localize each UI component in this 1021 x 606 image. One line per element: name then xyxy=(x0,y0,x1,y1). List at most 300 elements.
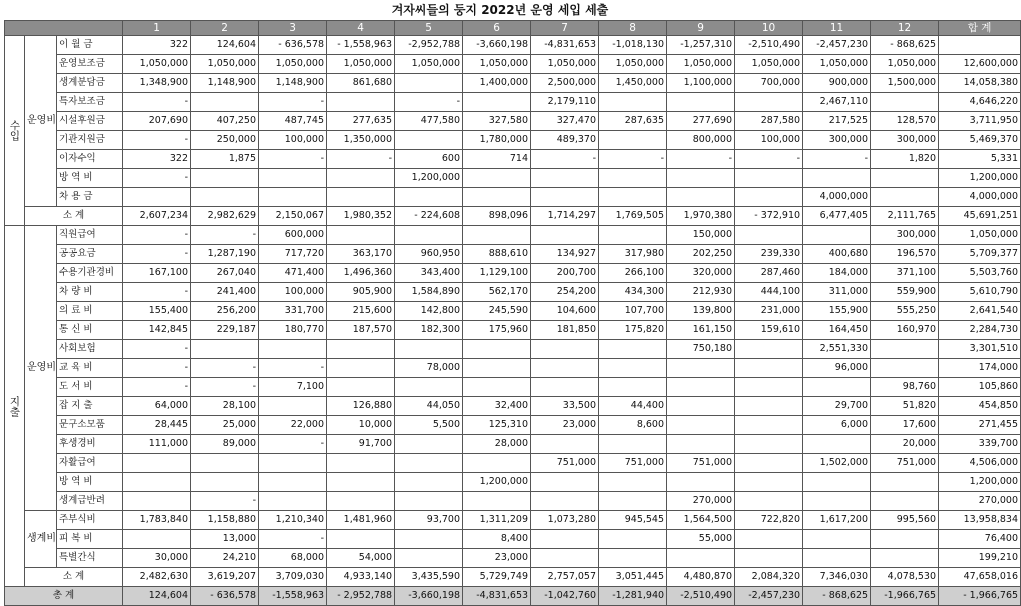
amount-cell: 1,129,100 xyxy=(463,264,531,283)
amount-cell: -2,952,788 xyxy=(395,36,463,55)
amount-cell: 898,096 xyxy=(463,207,531,226)
amount-cell xyxy=(735,530,803,549)
row-total-cell: 4,506,000 xyxy=(939,454,1021,473)
amount-cell xyxy=(123,473,191,492)
row-label: 생계분담금 xyxy=(57,74,123,93)
amount-cell: 800,000 xyxy=(667,131,735,150)
total-header: 합 계 xyxy=(939,21,1021,36)
amount-cell xyxy=(395,74,463,93)
amount-cell: 1,820 xyxy=(871,150,939,169)
amount-cell: 155,900 xyxy=(803,302,871,321)
row-label: 특별간식 xyxy=(57,549,123,568)
amount-cell: 167,100 xyxy=(123,264,191,283)
amount-cell xyxy=(327,93,395,112)
amount-cell: 13,000 xyxy=(191,530,259,549)
subtotal-label: 소 계 xyxy=(25,568,123,587)
amount-cell: - xyxy=(123,378,191,397)
row-label: 의 료 비 xyxy=(57,302,123,321)
row-label: 피 복 비 xyxy=(57,530,123,549)
amount-cell: 126,880 xyxy=(327,397,395,416)
ledger-table xyxy=(4,20,1021,606)
table-row xyxy=(5,378,1021,397)
amount-cell: - 868,625 xyxy=(871,36,939,55)
amount-cell xyxy=(191,454,259,473)
amount-cell: 1,617,200 xyxy=(803,511,871,530)
amount-cell: 134,927 xyxy=(531,245,599,264)
amount-cell: - xyxy=(259,530,327,549)
amount-cell xyxy=(395,226,463,245)
amount-cell: 4,480,870 xyxy=(667,568,735,587)
row-label: 생계급반려 xyxy=(57,492,123,511)
amount-cell: 1,073,280 xyxy=(531,511,599,530)
amount-cell xyxy=(735,435,803,454)
amount-cell xyxy=(735,188,803,207)
amount-cell: 1,311,209 xyxy=(463,511,531,530)
month-header: 5 xyxy=(395,21,463,36)
amount-cell: 181,850 xyxy=(531,321,599,340)
table-row xyxy=(5,36,1021,55)
amount-cell: 1,769,505 xyxy=(599,207,667,226)
amount-cell: 2,500,000 xyxy=(531,74,599,93)
amount-cell: 7,100 xyxy=(259,378,327,397)
amount-cell: -1,042,760 xyxy=(531,587,599,606)
amount-cell: 150,000 xyxy=(667,226,735,245)
amount-cell xyxy=(803,492,871,511)
table-row xyxy=(5,245,1021,264)
amount-cell: 995,560 xyxy=(871,511,939,530)
amount-cell xyxy=(259,473,327,492)
amount-cell: - 868,625 xyxy=(803,587,871,606)
amount-cell xyxy=(327,188,395,207)
amount-cell xyxy=(871,473,939,492)
amount-cell: 256,200 xyxy=(191,302,259,321)
amount-cell: 2,982,629 xyxy=(191,207,259,226)
amount-cell: - xyxy=(123,340,191,359)
amount-cell: 231,000 xyxy=(735,302,803,321)
amount-cell xyxy=(327,454,395,473)
amount-cell: -1,966,765 xyxy=(871,587,939,606)
amount-cell: - xyxy=(531,150,599,169)
amount-cell xyxy=(327,169,395,188)
amount-cell xyxy=(667,397,735,416)
amount-cell: - xyxy=(327,150,395,169)
amount-cell: 3,619,207 xyxy=(191,568,259,587)
amount-cell: -2,510,490 xyxy=(667,587,735,606)
amount-cell: 266,100 xyxy=(599,264,667,283)
row-label: 시설후원금 xyxy=(57,112,123,131)
row-total-cell: 3,301,510 xyxy=(939,340,1021,359)
amount-cell xyxy=(871,359,939,378)
row-label: 문구소모품 xyxy=(57,416,123,435)
row-label: 도 서 비 xyxy=(57,378,123,397)
amount-cell: 1,200,000 xyxy=(463,473,531,492)
table-row xyxy=(5,473,1021,492)
amount-cell: 104,600 xyxy=(531,302,599,321)
grand-total-row xyxy=(5,587,1021,606)
table-row xyxy=(5,321,1021,340)
amount-cell xyxy=(803,378,871,397)
amount-cell xyxy=(735,93,803,112)
amount-cell: 164,450 xyxy=(803,321,871,340)
amount-cell: 78,000 xyxy=(395,359,463,378)
amount-cell xyxy=(191,473,259,492)
table-row xyxy=(5,55,1021,74)
amount-cell: 93,700 xyxy=(395,511,463,530)
amount-cell xyxy=(531,169,599,188)
amount-cell: - xyxy=(259,435,327,454)
expense-section-label: 지출 xyxy=(5,226,25,587)
row-total-cell: 5,469,370 xyxy=(939,131,1021,150)
subtotal-label: 소 계 xyxy=(25,207,123,226)
row-total-cell: 12,600,000 xyxy=(939,55,1021,74)
amount-cell: 311,000 xyxy=(803,283,871,302)
amount-cell: 207,690 xyxy=(123,112,191,131)
amount-cell: 750,180 xyxy=(667,340,735,359)
row-total-cell: 14,058,380 xyxy=(939,74,1021,93)
row-label: 방 역 비 xyxy=(57,169,123,188)
amount-cell: - xyxy=(599,150,667,169)
table-row xyxy=(5,150,1021,169)
amount-cell: 1,970,380 xyxy=(667,207,735,226)
row-total-cell: 4,000,000 xyxy=(939,188,1021,207)
amount-cell: 202,250 xyxy=(667,245,735,264)
row-label: 차 량 비 xyxy=(57,283,123,302)
amount-cell: 155,400 xyxy=(123,302,191,321)
amount-cell: - 636,578 xyxy=(191,587,259,606)
amount-cell: 25,000 xyxy=(191,416,259,435)
amount-cell: 270,000 xyxy=(667,492,735,511)
amount-cell: 10,000 xyxy=(327,416,395,435)
amount-cell: 320,000 xyxy=(667,264,735,283)
row-total-cell: 76,400 xyxy=(939,530,1021,549)
amount-cell: 300,000 xyxy=(871,226,939,245)
amount-cell: - xyxy=(667,150,735,169)
amount-cell xyxy=(259,188,327,207)
amount-cell: - xyxy=(191,359,259,378)
amount-cell: - xyxy=(123,359,191,378)
header-blank xyxy=(5,21,123,36)
amount-cell: 33,500 xyxy=(531,397,599,416)
amount-cell xyxy=(735,416,803,435)
amount-cell: 700,000 xyxy=(735,74,803,93)
row-label: 이자수익 xyxy=(57,150,123,169)
amount-cell xyxy=(259,492,327,511)
amount-cell: 47,658,016 xyxy=(939,568,1021,587)
income-group-label: 운영비 xyxy=(25,36,57,207)
amount-cell xyxy=(803,473,871,492)
amount-cell xyxy=(463,226,531,245)
amount-cell: - 1,966,765 xyxy=(939,587,1021,606)
amount-cell: - xyxy=(123,245,191,264)
amount-cell: 2,551,330 xyxy=(803,340,871,359)
amount-cell: 1,450,000 xyxy=(599,74,667,93)
table-row xyxy=(5,492,1021,511)
amount-cell: 1,564,500 xyxy=(667,511,735,530)
row-total-cell: 2,284,730 xyxy=(939,321,1021,340)
amount-cell xyxy=(531,340,599,359)
amount-cell xyxy=(463,340,531,359)
amount-cell: - xyxy=(259,93,327,112)
table-row xyxy=(5,511,1021,530)
amount-cell xyxy=(599,530,667,549)
amount-cell: 444,100 xyxy=(735,283,803,302)
amount-cell xyxy=(531,226,599,245)
amount-cell xyxy=(259,169,327,188)
table-row xyxy=(5,74,1021,93)
amount-cell xyxy=(599,188,667,207)
amount-cell xyxy=(191,188,259,207)
amount-cell: 23,000 xyxy=(463,549,531,568)
amount-cell: 1,050,000 xyxy=(531,55,599,74)
month-header: 1 xyxy=(123,21,191,36)
amount-cell xyxy=(599,359,667,378)
amount-cell: 4,000,000 xyxy=(803,188,871,207)
amount-cell xyxy=(667,378,735,397)
amount-cell: 22,000 xyxy=(259,416,327,435)
amount-cell: 241,400 xyxy=(191,283,259,302)
amount-cell xyxy=(667,549,735,568)
row-label: 잡 지 출 xyxy=(57,397,123,416)
amount-cell: 861,680 xyxy=(327,74,395,93)
amount-cell: 1,980,352 xyxy=(327,207,395,226)
amount-cell: 20,000 xyxy=(871,435,939,454)
amount-cell: - xyxy=(123,131,191,150)
amount-cell: 888,610 xyxy=(463,245,531,264)
amount-cell: 277,690 xyxy=(667,112,735,131)
amount-cell: 2,467,110 xyxy=(803,93,871,112)
row-total-cell: 3,711,950 xyxy=(939,112,1021,131)
amount-cell: 317,980 xyxy=(599,245,667,264)
amount-cell xyxy=(259,454,327,473)
amount-cell xyxy=(803,226,871,245)
amount-cell: 8,600 xyxy=(599,416,667,435)
row-total-cell: 5,709,377 xyxy=(939,245,1021,264)
amount-cell: 250,000 xyxy=(191,131,259,150)
amount-cell xyxy=(667,188,735,207)
amount-cell: 1,050,000 xyxy=(259,55,327,74)
expense-group1-label: 운영비 xyxy=(25,226,57,511)
amount-cell: 600 xyxy=(395,150,463,169)
amount-cell: 175,960 xyxy=(463,321,531,340)
month-header: 3 xyxy=(259,21,327,36)
amount-cell: 184,000 xyxy=(803,264,871,283)
amount-cell: - xyxy=(123,283,191,302)
amount-cell: 180,770 xyxy=(259,321,327,340)
amount-cell: 217,525 xyxy=(803,112,871,131)
amount-cell: 267,040 xyxy=(191,264,259,283)
amount-cell: 187,570 xyxy=(327,321,395,340)
amount-cell: -3,660,198 xyxy=(395,587,463,606)
amount-cell xyxy=(327,340,395,359)
amount-cell xyxy=(531,188,599,207)
amount-cell xyxy=(871,530,939,549)
expense-subtotal-row xyxy=(5,568,1021,587)
amount-cell: 159,610 xyxy=(735,321,803,340)
amount-cell: 751,000 xyxy=(599,454,667,473)
amount-cell xyxy=(599,131,667,150)
row-total-cell: 199,210 xyxy=(939,549,1021,568)
amount-cell: - xyxy=(191,226,259,245)
amount-cell: - xyxy=(803,150,871,169)
amount-cell: 111,000 xyxy=(123,435,191,454)
amount-cell: 300,000 xyxy=(803,131,871,150)
amount-cell: 717,720 xyxy=(259,245,327,264)
row-label: 운영보조금 xyxy=(57,55,123,74)
row-label: 기관지원금 xyxy=(57,131,123,150)
amount-cell xyxy=(327,492,395,511)
amount-cell xyxy=(395,454,463,473)
amount-cell xyxy=(191,169,259,188)
amount-cell xyxy=(735,226,803,245)
amount-cell xyxy=(463,359,531,378)
amount-cell: 55,000 xyxy=(667,530,735,549)
amount-cell: 1,050,000 xyxy=(191,55,259,74)
amount-cell: 559,900 xyxy=(871,283,939,302)
amount-cell xyxy=(871,549,939,568)
amount-cell: 1,050,000 xyxy=(463,55,531,74)
amount-cell: 160,970 xyxy=(871,321,939,340)
amount-cell: 32,400 xyxy=(463,397,531,416)
amount-cell: -1,558,963 xyxy=(259,587,327,606)
amount-cell: 1,875 xyxy=(191,150,259,169)
amount-cell: 182,300 xyxy=(395,321,463,340)
page-title: 겨자씨들의 둥지 2022년 운영 세입 세출 xyxy=(391,3,609,17)
amount-cell: 1,500,000 xyxy=(871,74,939,93)
amount-cell: 722,820 xyxy=(735,511,803,530)
amount-cell: 44,050 xyxy=(395,397,463,416)
amount-cell: 124,604 xyxy=(123,587,191,606)
amount-cell: - xyxy=(191,378,259,397)
amount-cell: 3,435,590 xyxy=(395,568,463,587)
amount-cell xyxy=(599,435,667,454)
amount-cell: 1,050,000 xyxy=(327,55,395,74)
amount-cell: 900,000 xyxy=(803,74,871,93)
amount-cell xyxy=(599,492,667,511)
amount-cell: 200,700 xyxy=(531,264,599,283)
amount-cell: 1,050,000 xyxy=(803,55,871,74)
amount-cell: 212,930 xyxy=(667,283,735,302)
table-row xyxy=(5,340,1021,359)
amount-cell: - xyxy=(191,492,259,511)
amount-cell: 4,078,530 xyxy=(871,568,939,587)
row-total-cell: 270,000 xyxy=(939,492,1021,511)
row-total-cell: 1,050,000 xyxy=(939,226,1021,245)
amount-cell: 196,570 xyxy=(871,245,939,264)
table-row xyxy=(5,226,1021,245)
amount-cell: 17,600 xyxy=(871,416,939,435)
amount-cell: 1,481,960 xyxy=(327,511,395,530)
amount-cell xyxy=(599,378,667,397)
amount-cell: 30,000 xyxy=(123,549,191,568)
amount-cell: 400,680 xyxy=(803,245,871,264)
amount-cell xyxy=(395,530,463,549)
amount-cell: 2,111,765 xyxy=(871,207,939,226)
amount-cell xyxy=(735,397,803,416)
amount-cell xyxy=(735,492,803,511)
row-total-cell: 5,503,760 xyxy=(939,264,1021,283)
amount-cell: 142,800 xyxy=(395,302,463,321)
table-row xyxy=(5,264,1021,283)
amount-cell xyxy=(327,378,395,397)
amount-cell: 407,250 xyxy=(191,112,259,131)
amount-cell xyxy=(735,473,803,492)
amount-cell xyxy=(803,435,871,454)
amount-cell: 905,900 xyxy=(327,283,395,302)
amount-cell: 287,635 xyxy=(599,112,667,131)
amount-cell xyxy=(191,340,259,359)
amount-cell: 8,400 xyxy=(463,530,531,549)
amount-cell xyxy=(667,93,735,112)
amount-cell: 1,780,000 xyxy=(463,131,531,150)
month-header: 7 xyxy=(531,21,599,36)
amount-cell xyxy=(803,530,871,549)
table-row xyxy=(5,416,1021,435)
amount-cell: 91,700 xyxy=(327,435,395,454)
amount-cell: 1,350,000 xyxy=(327,131,395,150)
amount-cell xyxy=(871,492,939,511)
amount-cell xyxy=(871,93,939,112)
amount-cell xyxy=(667,435,735,454)
amount-cell xyxy=(735,169,803,188)
amount-cell: 239,330 xyxy=(735,245,803,264)
amount-cell xyxy=(531,473,599,492)
row-label: 이 월 금 xyxy=(57,36,123,55)
row-total-cell: 13,958,834 xyxy=(939,511,1021,530)
amount-cell: 1,502,000 xyxy=(803,454,871,473)
amount-cell: 751,000 xyxy=(531,454,599,473)
amount-cell xyxy=(395,549,463,568)
amount-cell: 2,084,320 xyxy=(735,568,803,587)
amount-cell: 54,000 xyxy=(327,549,395,568)
amount-cell: 327,580 xyxy=(463,112,531,131)
month-header: 9 xyxy=(667,21,735,36)
amount-cell: 751,000 xyxy=(871,454,939,473)
amount-cell xyxy=(599,226,667,245)
amount-cell: 125,310 xyxy=(463,416,531,435)
amount-cell xyxy=(667,359,735,378)
amount-cell: 5,500 xyxy=(395,416,463,435)
row-total-cell: 4,646,220 xyxy=(939,93,1021,112)
table-row xyxy=(5,359,1021,378)
table-row xyxy=(5,188,1021,207)
amount-cell: 3,051,445 xyxy=(599,568,667,587)
row-label: 교 육 비 xyxy=(57,359,123,378)
amount-cell xyxy=(123,492,191,511)
amount-cell: 142,845 xyxy=(123,321,191,340)
amount-cell: -1,018,130 xyxy=(599,36,667,55)
amount-cell xyxy=(395,188,463,207)
amount-cell: 277,635 xyxy=(327,112,395,131)
amount-cell: 23,000 xyxy=(531,416,599,435)
amount-cell xyxy=(191,93,259,112)
amount-cell: 600,000 xyxy=(259,226,327,245)
amount-cell: -4,831,653 xyxy=(531,36,599,55)
row-label: 주부식비 xyxy=(57,511,123,530)
amount-cell xyxy=(531,549,599,568)
amount-cell xyxy=(735,359,803,378)
amount-cell: 363,170 xyxy=(327,245,395,264)
amount-cell: 161,150 xyxy=(667,321,735,340)
row-total-cell: 174,000 xyxy=(939,359,1021,378)
amount-cell: 487,745 xyxy=(259,112,327,131)
amount-cell: 28,100 xyxy=(191,397,259,416)
amount-cell: 128,570 xyxy=(871,112,939,131)
row-label: 사회보험 xyxy=(57,340,123,359)
amount-cell: 6,000 xyxy=(803,416,871,435)
row-total-cell: 1,200,000 xyxy=(939,169,1021,188)
amount-cell: 2,150,067 xyxy=(259,207,327,226)
amount-cell: 343,400 xyxy=(395,264,463,283)
